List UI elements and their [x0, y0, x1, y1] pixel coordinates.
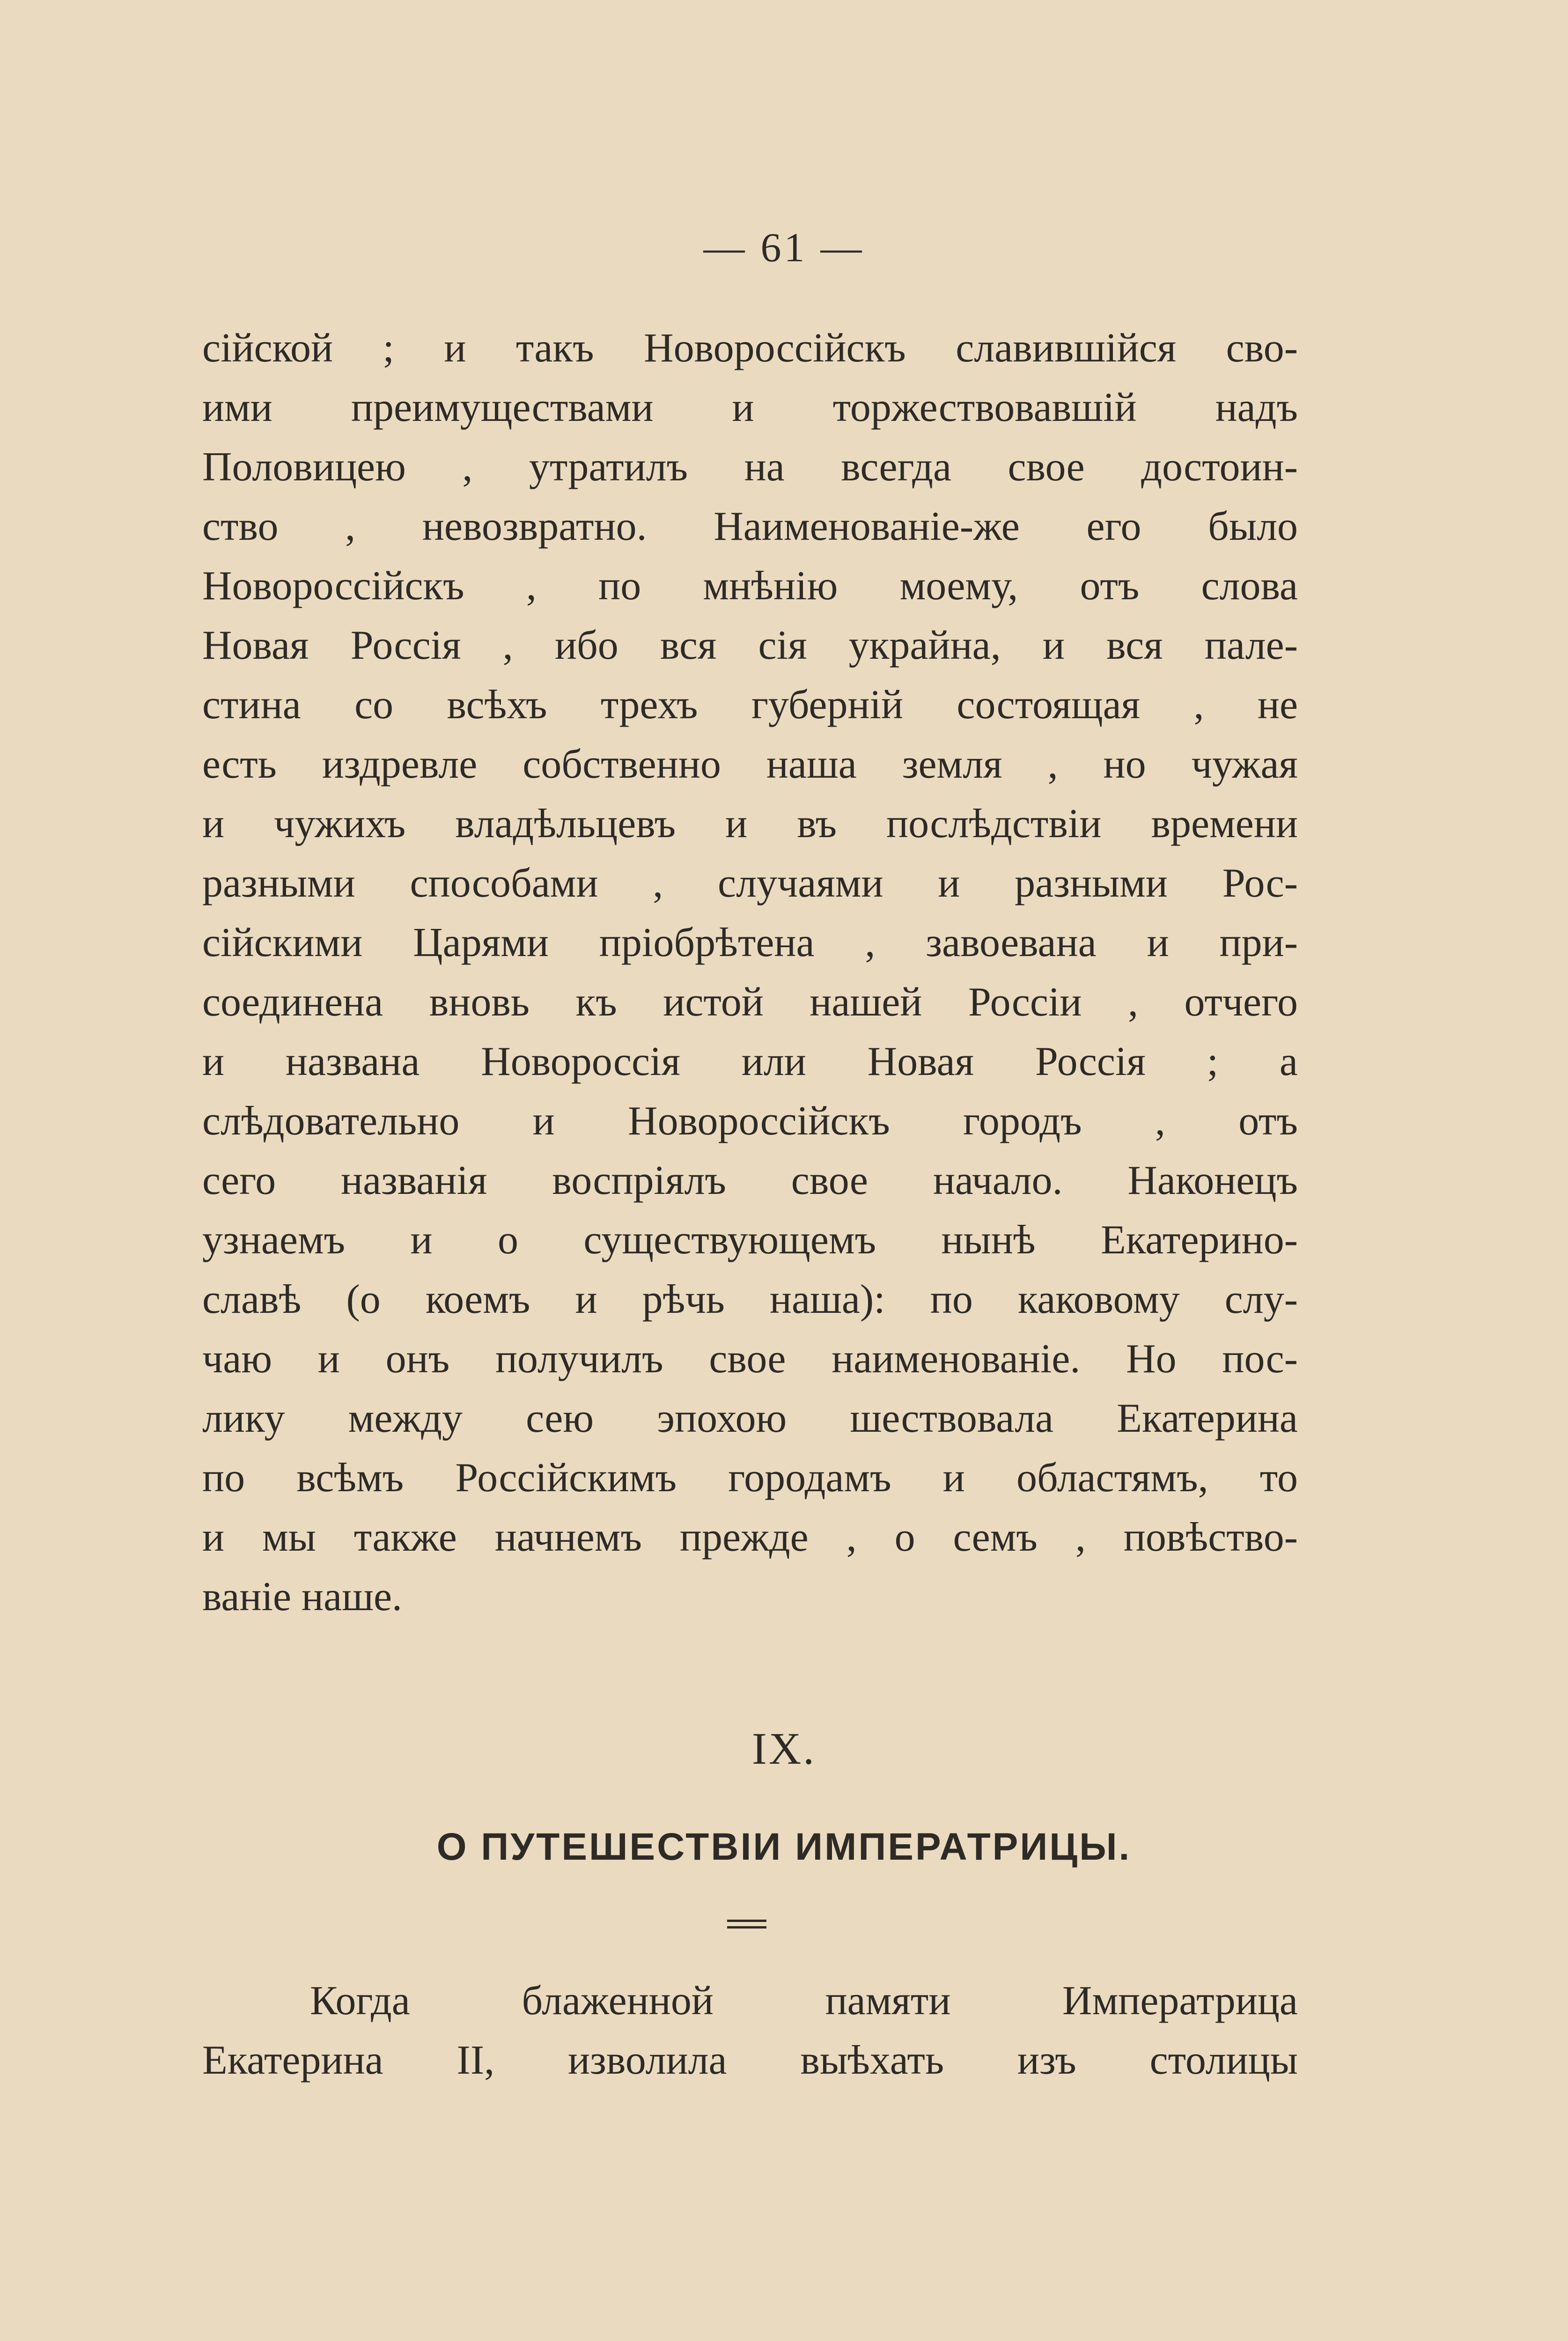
text-line: ство , невозвратно. Наименованіе-же его было [202, 504, 1298, 549]
text-line: чаю и онъ получилъ свое наименованіе. Но пос- [202, 1336, 1298, 1382]
text-line: ими преимуществами и торжествовавшій надъ [202, 385, 1298, 430]
text-line: и мы также начнемъ прежде , о семъ , повѣство- [202, 1515, 1298, 1560]
text-line: узнаемъ и о существующемъ нынѣ Екатерино- [202, 1217, 1298, 1263]
text-line: ваніе наше. [202, 1574, 403, 1620]
text-line: есть издревле собственно наша земля , но чужая [202, 742, 1298, 787]
text-line: и названа Новороссія или Новая Россія ; а [202, 1039, 1298, 1084]
text-line: Когда блаженной памяти Императрица [310, 1978, 1298, 2024]
section-number: IX. [751, 1723, 817, 1774]
text-line: сего названія воспріялъ свое начало. Наконецъ [202, 1158, 1298, 1203]
text-line: Екатерина II, изволила выѣхать изъ столицы [202, 2038, 1298, 2083]
text-line: Новороссійскъ , по мнѣнію моему, отъ слова [202, 563, 1298, 609]
double-rule-divider [727, 1920, 766, 1930]
text-line: по всѣмъ Россійскимъ городамъ и областямъ, то [202, 1455, 1298, 1501]
text-line: соединена вновь къ истой нашей Россіи , отчего [202, 979, 1298, 1025]
text-line: славѣ (о коемъ и рѣчь наша): по каковому слу- [202, 1277, 1298, 1322]
text-line: Новая Россія , ибо вся сія украйна, и вся пале- [202, 623, 1298, 668]
text-line: лику между сею эпохою шествовала Екатерина [202, 1396, 1298, 1441]
section-paragraph [202, 1971, 1298, 2090]
text-line: и чужихъ владѣльцевъ и въ послѣдствіи времени [202, 801, 1298, 847]
text-line: Половицею , утратилъ на всегда свое достоин- [202, 444, 1298, 490]
text-line: сійскими Царями пріобрѣтена , завоевана и при- [202, 920, 1298, 965]
text-line: сійской ; и такъ Новороссійскъ славившійся сво- [202, 325, 1298, 371]
section-title: О ПУТЕШЕСТВІИ ИМПЕРАТРИЦЫ. [436, 1826, 1132, 1868]
text-line: разными способами , случаями и разными Рос- [202, 861, 1298, 906]
text-line: слѣдовательно и Новороссійскъ городъ , отъ [202, 1098, 1298, 1144]
main-paragraph [202, 318, 1298, 1627]
text-line: стина со всѣхъ трехъ губерній состоящая , не [202, 682, 1298, 728]
page-number: — 61 — [703, 225, 865, 271]
